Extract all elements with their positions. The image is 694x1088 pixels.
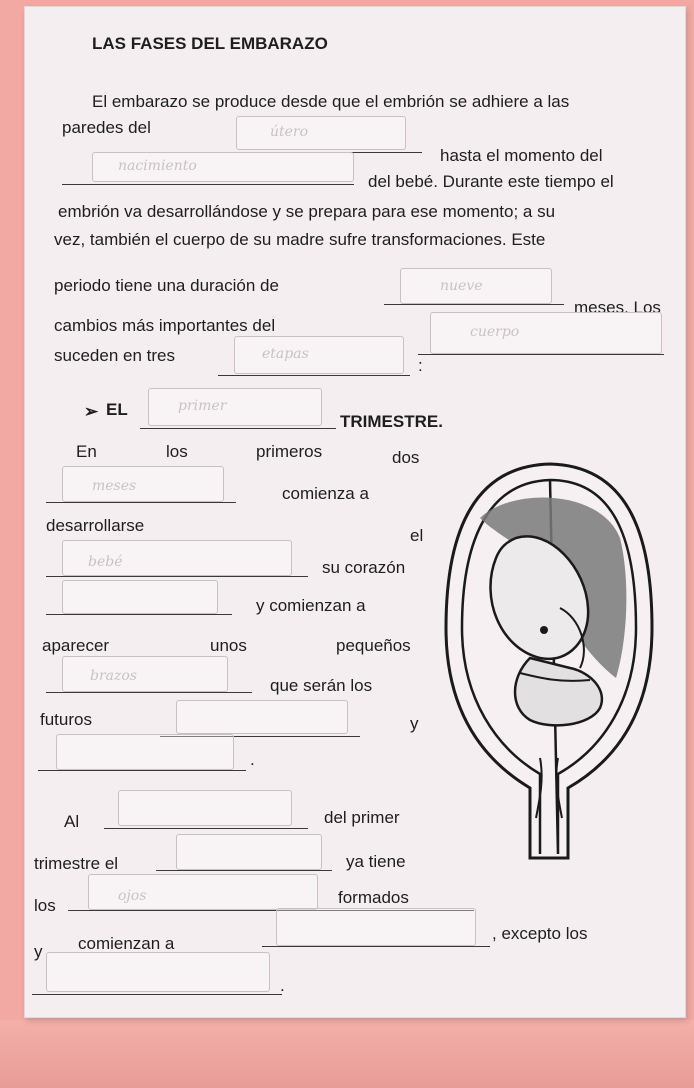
faint-answer-3: nueve [440, 278, 483, 294]
answer-box-etapas[interactable] [234, 336, 404, 374]
faint-answer-1: útero [270, 124, 309, 140]
paragraph-line-7: cambios más importantes del [54, 316, 276, 335]
faint-answer-5: etapas [262, 346, 309, 362]
answer-box-brazos[interactable] [62, 656, 228, 692]
answer-box-meses-2[interactable] [62, 466, 224, 502]
answer-box-pulmones[interactable] [46, 952, 270, 992]
paragraph-colon: : [418, 356, 423, 375]
faint-answer-6: primer [178, 398, 227, 414]
paragraph-line-6a: periodo tiene una duración de [54, 276, 279, 295]
line-period: . [250, 750, 255, 769]
line-los: los [34, 896, 56, 915]
blank-line [46, 576, 308, 577]
answer-box-primer[interactable] [148, 388, 322, 426]
line-futuros: futuros [40, 710, 92, 729]
line-ya-tiene: ya tiene [346, 852, 406, 871]
blank-line [262, 946, 490, 947]
blank-line [46, 692, 252, 693]
blank-line [38, 770, 246, 771]
line-formados: formados [338, 888, 409, 907]
answer-box-funcionar[interactable] [276, 908, 476, 946]
line-al: Al [64, 812, 80, 831]
blank-line [140, 428, 336, 429]
line-unos: unos [210, 636, 247, 655]
blank-line [218, 375, 410, 376]
paragraph-line-2b: hasta el momento del [440, 146, 603, 165]
pink-folder-edge [0, 1020, 694, 1088]
bullet-arrow-icon: ➢ [84, 402, 99, 421]
fetus-in-uterus-illustration [440, 458, 660, 878]
line-period-2: . [280, 976, 285, 995]
line-el: el [410, 526, 424, 545]
line-comienza: comienza a [282, 484, 369, 503]
answer-box-cuerpo[interactable] [430, 312, 662, 354]
faint-answer-10: ojos [118, 888, 147, 904]
line-que-seran: que serán los [270, 676, 373, 695]
blank-line [46, 502, 236, 503]
answer-box-final[interactable] [118, 790, 292, 826]
line-y: y [410, 714, 419, 733]
line-word-en: En [76, 442, 97, 461]
faint-answer-7: meses [92, 478, 137, 494]
line-su-corazon: su corazón [322, 558, 406, 577]
faint-answer-9: brazos [90, 668, 137, 684]
faint-answer-2: nacimiento [118, 158, 197, 174]
paragraph-line-6b: meses. Los [574, 298, 661, 317]
blank-line [384, 304, 564, 305]
faint-answer-4: cuerpo [470, 324, 520, 340]
line-trimestre-el: trimestre el [34, 854, 119, 873]
blank-line [104, 828, 308, 829]
blank-line [32, 994, 282, 995]
line-del-primer: del primer [324, 808, 400, 827]
page-title: LAS FASES DEL EMBARAZO [92, 34, 328, 53]
section-label-trimestre: TRIMESTRE. [340, 412, 443, 431]
paragraph-line-4: embrión va desarrollándose y se prepara para ese momento; a su [58, 202, 556, 221]
section-label-el: EL [106, 400, 128, 419]
paragraph-line-8: suceden en tres [54, 346, 175, 365]
paragraph-line-3: del bebé. Durante este tiempo el [368, 172, 614, 191]
line-y-comienzan: y comienzan a [256, 596, 366, 615]
faint-answer-8: bebé [88, 554, 123, 570]
blank-line [156, 870, 332, 871]
line-desarrollarse: desarrollarse [46, 516, 145, 535]
answer-box-latir[interactable] [62, 580, 218, 614]
blank-line [46, 614, 232, 615]
line-word-los: los [166, 442, 188, 461]
answer-box-bebe-2[interactable] [176, 834, 322, 870]
line-word-primeros: primeros [256, 442, 323, 461]
line-aparecer: aparecer [42, 636, 110, 655]
line-comienzan-a: comienzan a [78, 934, 175, 953]
line-excepto-los: , excepto los [492, 924, 588, 943]
paragraph-line-2a: paredes del [62, 118, 151, 137]
answer-box-piernas[interactable] [56, 734, 234, 770]
line-y-2: y [34, 942, 43, 961]
paragraph-line-5: vez, también el cuerpo de su madre sufre transformaciones. Este [54, 230, 546, 249]
answer-box-futuros[interactable] [176, 700, 348, 734]
line-pequenos: pequeños [336, 636, 411, 655]
answer-box-utero[interactable] [236, 116, 406, 150]
line-word-dos: dos [392, 448, 420, 467]
blank-line [418, 354, 664, 355]
blank-line [62, 184, 354, 185]
paragraph-line-1: El embarazo se produce desde que el embrión se adhiere a las [92, 92, 570, 111]
